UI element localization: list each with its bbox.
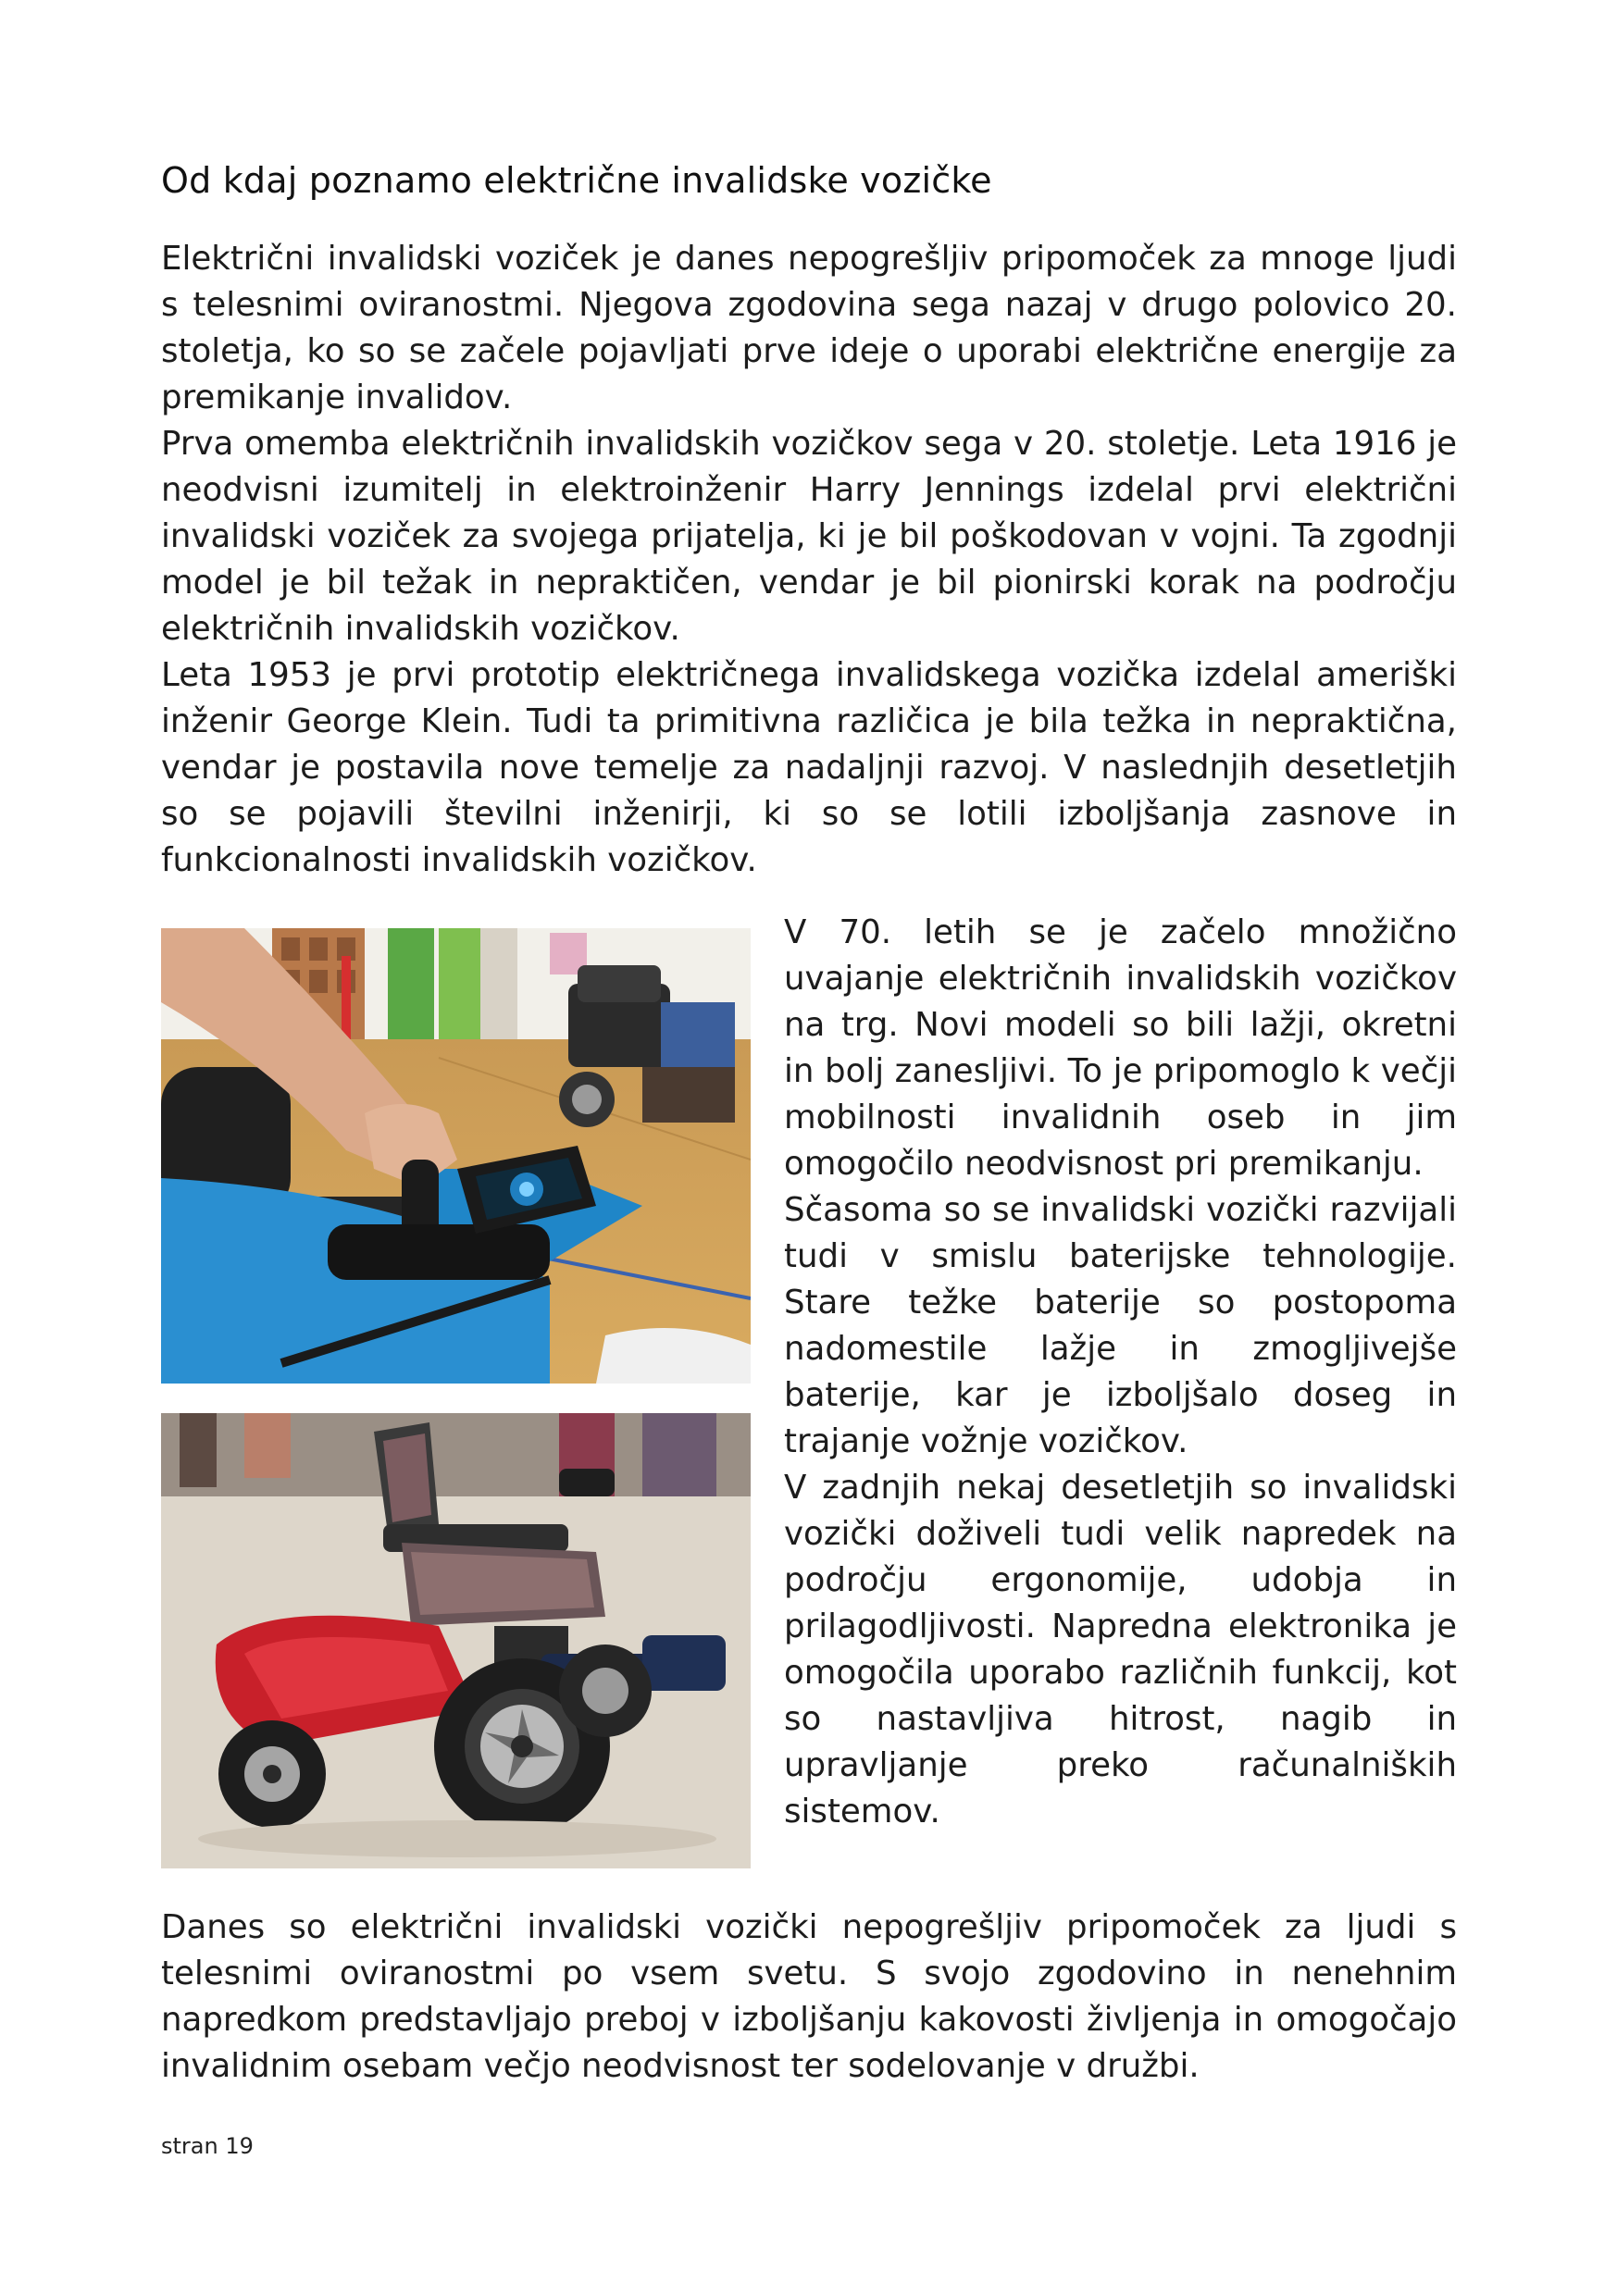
page-number: stran 19: [161, 2133, 254, 2159]
paragraph-seventies: V 70. letih se je začelo množično uvajanje električnih invalidskih vozičkov na trg. Novi modeli so bili lažji, okretni in bolj zanesljivi. To je pripomoglo k večji mobilnosti invalidnih oseb in jim omogočilo neodvisnost pri premikanju.: [784, 913, 1457, 1183]
page-title: Od kdaj poznamo električne invalidske vozičke: [161, 160, 992, 201]
paragraph-jennings: Prva omemba električnih invalidskih vozičkov sega v 20. stoletje. Leta 1916 je neodvisni izumitelj in elektroinženir Harry Jennings izdelal prvi električni invalidski voziček za svojega prijatelja, ki je bil poškodovan v vojni. Ta zgodnji model je bil težak in nepraktičen, vendar je bil pionirski korak na področju električnih invalidskih vozičkov.: [161, 425, 1457, 648]
photo-electric-wheelchair: [161, 1413, 751, 1868]
side-text-block: [784, 910, 1457, 1835]
paragraph-klein: Leta 1953 je prvi prototip električnega invalidskega vozička izdelal ameriški inženir George Klein. Tudi ta primitivna različica je bila težka in nepraktična, vendar je postavila nove temelje za nadaljnji razvoj. V naslednjih desetletjih so se pojavili številni inženirji, ki so se lotili izboljšanja zasnove in funkcionalnosti invalidskih vozičkov.: [161, 656, 1457, 879]
paragraph-conclusion: Danes so električni invalidski vozički nepogrešljiv pripomoček za ljudi s telesnimi oviranostmi po vsem svetu. S svojo zgodovino in nenehnim napredkom predstavljajo preboj v izboljšanju kakovosti življenja in omogočajo invalidnim osebam večjo neodvisnost ter sodelovanje v družbi.: [161, 1908, 1457, 2085]
paragraph-batteries: Sčasoma so se invalidski vozički razvijali tudi v smislu baterijske tehnologije. Stare težke baterije so postopoma nadomestile lažje in zmogljivejše baterije, kar je izboljšalo doseg in trajanje vožnje vozičkov.: [784, 1191, 1457, 1460]
intro-text-block: [161, 236, 1457, 884]
paragraph-ergonomics: V zadnjih nekaj desetletjih so invalidski vozički doživeli tudi velik napredek na področju ergonomije, udobja in prilagodljivosti. Napredna elektronika je omogočila uporabo različnih funkcij, kot so nastavljiva hitrost, nagib in upravljanje preko računalniških sistemov.: [784, 1469, 1457, 1831]
photo-joystick-control: [161, 928, 751, 1384]
paragraph-intro: Električni invalidski voziček je danes nepogrešljiv pripomoček za mnoge ljudi s telesnimi oviranostmi. Njegova zgodovina sega nazaj v drugo polovico 20. stoletja, ko so se začele pojavljati prve ideje o uporabi električne energije za premikanje invalidov.: [161, 240, 1457, 416]
conclusion-text-block: [161, 1905, 1457, 2090]
